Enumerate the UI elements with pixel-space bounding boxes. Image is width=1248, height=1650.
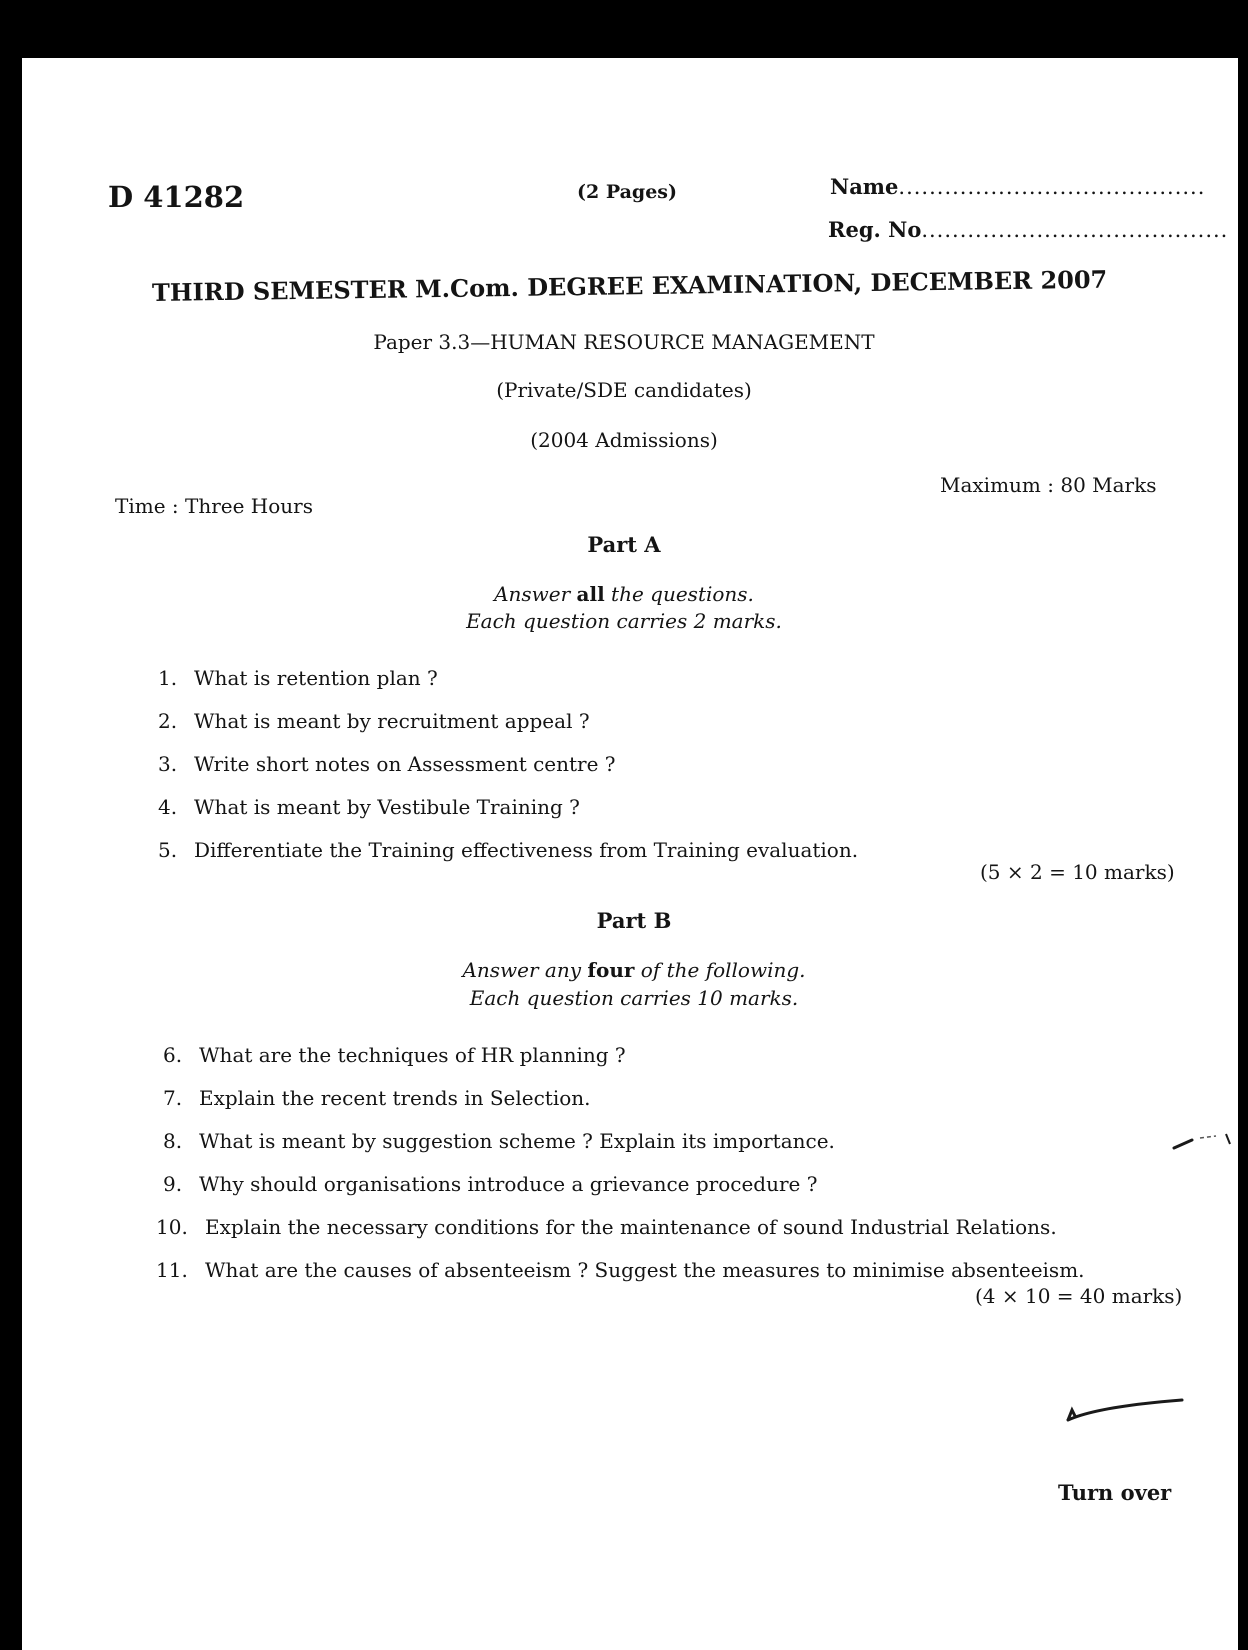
question-number: 6. <box>163 1043 183 1067</box>
part-b-instr-pre: Answer any <box>462 958 588 982</box>
question-number: 4. <box>158 795 178 819</box>
margin-tick-mark <box>1170 1130 1236 1154</box>
question-number: 11. <box>156 1258 188 1282</box>
question-text: What is meant by Vestibule Training ? <box>194 795 580 819</box>
part-a-heading: Part A <box>587 532 661 557</box>
maximum-marks: Maximum : 80 Marks <box>940 473 1157 497</box>
question-number: 2. <box>158 709 178 733</box>
question-item <box>163 1129 835 1153</box>
question-text: What is meant by suggestion scheme ? Explain its importance. <box>199 1129 835 1153</box>
scan-border-top <box>0 0 1248 58</box>
part-a-instruction-1 <box>0 582 1248 606</box>
question-number: 9. <box>163 1172 183 1196</box>
part-b-instr-post: of the following. <box>634 958 806 982</box>
name-field <box>830 174 1205 199</box>
part-b-heading: Part B <box>596 908 672 933</box>
question-text: What are the techniques of HR planning ? <box>199 1043 626 1067</box>
scan-border-right <box>1238 0 1248 1650</box>
question-number: 3. <box>158 752 178 776</box>
reg-no-field <box>828 217 1228 242</box>
question-text: Write short notes on Assessment centre ? <box>194 752 616 776</box>
question-item <box>156 1215 1057 1239</box>
name-blank: ........................................ <box>898 175 1206 199</box>
question-text: What are the causes of absenteeism ? Suggest the measures to minimise absenteeism. <box>205 1258 1085 1282</box>
question-item <box>158 666 438 690</box>
question-number: 5. <box>158 838 178 862</box>
question-item <box>163 1043 626 1067</box>
question-item <box>158 838 858 862</box>
reg-no-label: Reg. No <box>828 217 922 242</box>
page-count: (2 Pages) <box>577 181 677 203</box>
question-item <box>158 795 580 819</box>
scan-border-left <box>0 0 22 1650</box>
part-a-instr-post: the questions. <box>604 582 754 606</box>
time-allowed: Time : Three Hours <box>115 494 313 518</box>
exam-title: THIRD SEMESTER M.Com. DEGREE EXAMINATION, DECEMBER 2007 <box>151 264 1108 307</box>
part-a-instr-pre: Answer <box>494 582 577 606</box>
question-text: What is retention plan ? <box>194 666 438 690</box>
admissions-line: (2004 Admissions) <box>530 428 718 452</box>
candidates-line: (Private/SDE candidates) <box>496 378 752 402</box>
paper-title: Paper 3.3—HUMAN RESOURCE MANAGEMENT <box>373 330 875 354</box>
question-number: 7. <box>163 1086 183 1110</box>
part-b-instruction-2: Each question carries 10 marks. <box>469 986 799 1010</box>
question-number: 1. <box>158 666 178 690</box>
part-b-instr-bold: four <box>587 958 635 982</box>
part-b-instruction-1 <box>10 958 1248 982</box>
question-item <box>163 1172 817 1196</box>
part-a-instruction-2: Each question carries 2 marks. <box>466 609 782 633</box>
question-text: Explain the recent trends in Selection. <box>199 1086 591 1110</box>
question-text: Explain the necessary conditions for the maintenance of sound Industrial Relations. <box>205 1215 1057 1239</box>
paper-code: D 41282 <box>108 180 245 214</box>
question-text: Differentiate the Training effectiveness from Training evaluation. <box>194 838 859 862</box>
question-number: 10. <box>156 1215 188 1239</box>
part-b-marks: (4 × 10 = 40 marks) <box>975 1284 1183 1308</box>
part-a-marks: (5 × 2 = 10 marks) <box>980 860 1175 884</box>
question-item <box>158 709 590 733</box>
question-text: Why should organisations introduce a grievance procedure ? <box>199 1172 818 1196</box>
question-item <box>158 752 616 776</box>
part-a-instr-bold: all <box>576 582 605 606</box>
name-label: Name <box>830 174 899 199</box>
question-item <box>163 1086 591 1110</box>
question-item <box>156 1258 1085 1282</box>
reg-no-blank: ........................................ <box>921 218 1229 242</box>
question-text: What is meant by recruitment appeal ? <box>194 709 590 733</box>
question-number: 8. <box>163 1129 183 1153</box>
pen-stroke-mark <box>1060 1390 1190 1430</box>
turn-over-note: Turn over <box>1058 1480 1172 1505</box>
